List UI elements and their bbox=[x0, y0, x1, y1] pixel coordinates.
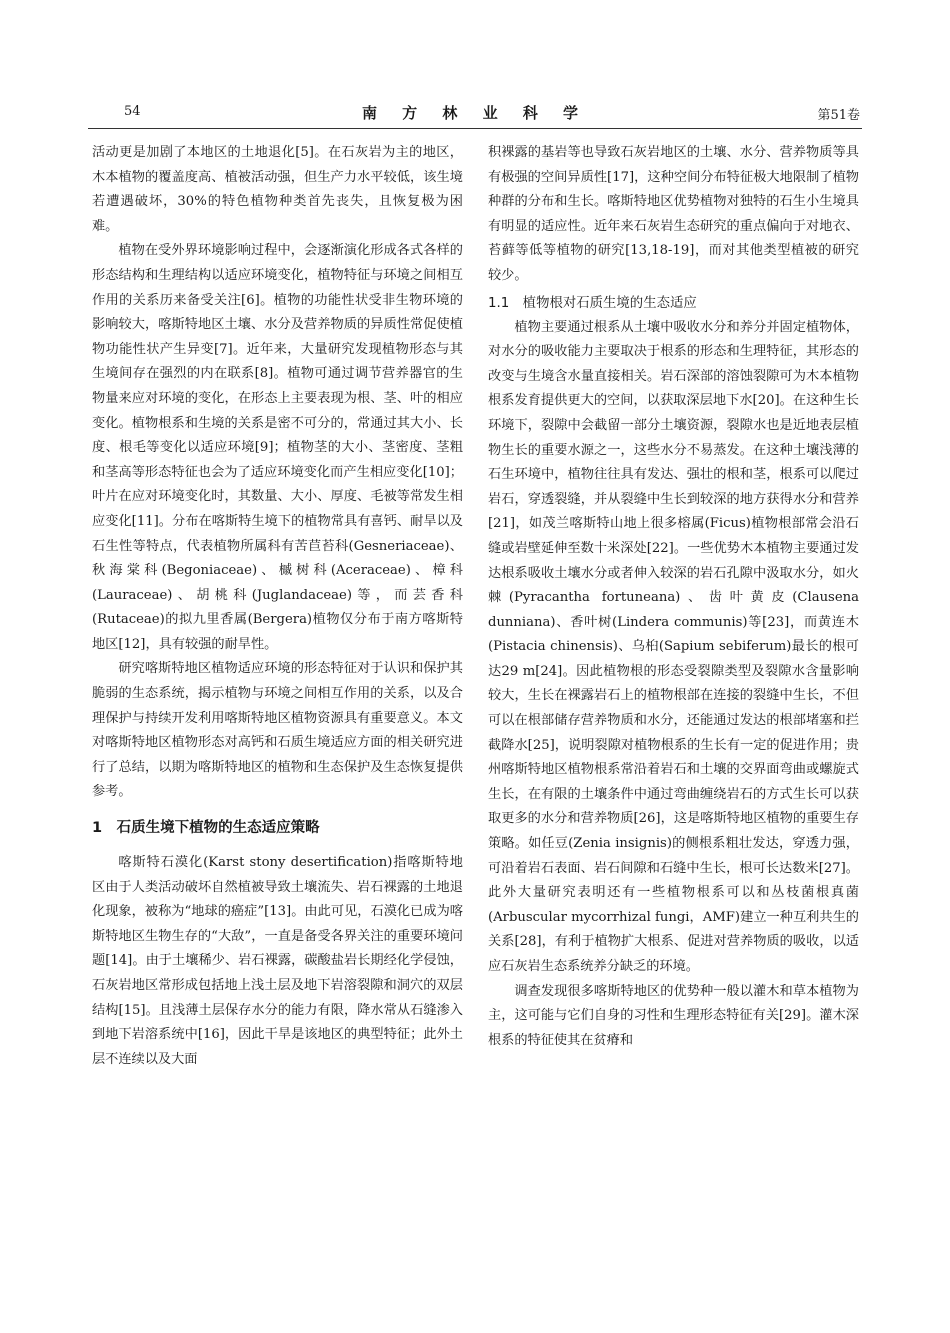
left-paragraph-3: 研究喀斯特地区植物适应环境的形态特征对于认识和保护其脆弱的生态系统，揭示植物与环境之间相互作用的关系，以及合理保护与持续开发利用喀斯特地区植物资源具有重要意义。本文对喀斯特地区植物形态对高钙和石质生境适应方面的相关研究进行了总结，以期为喀斯特地区的植物和生态保护及生态恢复提供参考。 bbox=[92, 661, 463, 800]
left-paragraph-1: 活动更是加剧了本地区的土地退化[5]。在石灰岩为主的地区，木本植物的覆盖度高、植被活动强，但生产力水平较低，该生境若遭遇破坏，30%的特色植物种类首先丧失，且恢复极为困难。 bbox=[92, 145, 463, 234]
subsection-heading: 1.1 植物根对石质生境的生态适应 bbox=[488, 295, 697, 311]
left-paragraph-2: 植物在受外界环境影响过程中，会逐渐演化形成各式各样的形态结构和生理结构以适应环境变化，植物特征与环境之间相互作用的关系历来备受关注[6]。植物的功能性状受非生物环境的影响较大，喀斯特地区土壤、水分及营养物质的异质性常促使植物功能性状产生异变[7]。近年来，大量研究发现植物形态与其生境间存在强烈的内在联系[8]。植物可通过调节营养器官的生物量来应对环境的变化，在形态上主要表现为根、茎、叶的相应变化。植物根系和生境的关系是密不可分的，常通过其大小、长度、根毛等变化以适应环境[9]；植物茎的大小、茎密度、茎粗和茎高等形态特征也会为了适应环境变化而产生相应变化[10]；叶片在应对环境变化时，其数量、大小、厚度、毛被等常发生相应变化[11]。分布在喀斯特生境下的植物常具有喜钙、耐旱以及石生性等特点，代表植物所属科有苦苣苔科(Gesneriaceae)、秋海棠科(Begoniaceae)、槭树科(Aceraceae)、樟科(Lauraceae)、胡桃科(Juglandaceae)等，而芸香科(Rutaceae)的拟九里香属(Bergera)植物仅分布于南方喀斯特地区[12]，具有较强的耐旱性。 bbox=[92, 243, 463, 652]
left-column bbox=[92, 141, 463, 1072]
section-heading: 1 石质生境下植物的生态适应策略 bbox=[92, 820, 320, 837]
journal-title: 南 方 林 业 科 学 bbox=[361, 104, 589, 122]
page-header bbox=[88, 98, 862, 129]
right-paragraph-1: 积裸露的基岩等也导致石灰岩地区的土壤、水分、营养物质等具有极强的空间异质性[17]，这种空间分布特征极大地限制了植物种群的分布和生长。喀斯特地区优势植物对独特的石生小生境具有明显的适应性。近年来石灰岩生态研究的重点偏向于对地衣、苔藓等低等植物的研究[13,18-19]，而对其他类型植被的研究较少。 bbox=[488, 145, 859, 283]
volume-label: 第51卷 bbox=[817, 108, 860, 123]
right-column bbox=[488, 141, 859, 1053]
right-paragraph-3: 调查发现很多喀斯特地区的优势种一般以灌木和草本植物为主，这可能与它们自身的习性和生理形态特征有关[29]。灌木深根系的特征使其在贫瘠和 bbox=[488, 983, 859, 1048]
page-number: 54 bbox=[124, 104, 141, 119]
left-paragraph-4: 喀斯特石漠化(Karst stony desertification)指喀斯特地区由于人类活动破坏自然植被导致土壤流失、岩石裸露的土地退化现象，被称为“地球的癌症”[13]。由此可见，石漠化已成为喀斯特地区生物生存的“大敌”，一直是备受各界关注的重要环境问题[14]。由于土壤稀少、岩石裸露，碳酸盐岩长期经化学侵蚀，石灰岩地区常形成包括地上浅土层及地下岩溶裂隙和洞穴的双层结构[15]。且浅薄土层保存水分的能力有限，降水常从石缝渗入到地下岩溶系统中[16]，因此干旱是该地区的典型特征；此外土层不连续以及大面 bbox=[92, 855, 463, 1067]
right-paragraph-2: 植物主要通过根系从土壤中吸收水分和养分并固定植物体，对水分的吸收能力主要取决于根系的形态和生理特征，其形态的改变与生境含水量直接相关。岩石深部的溶蚀裂隙可为木本植物根系发育提供更大的空间，以获取深层地下水[20]。在这种生长环境下，裂隙中会截留一部分土壤资源，裂隙水也是近地表层植物生长的重要水源之一，这些水分不易蒸发。在这种土壤浅薄的石生环境中，植物往往具有发达、强壮的根和茎，根系可以爬过岩石，穿透裂缝，并从裂缝中生长到较深的地方获得水分和营养[21]，如茂兰喀斯特山地上很多榕属(Ficus)植物根部常会沿石缝或岩壁延伸至数十米深处[22]。一些优势木本植物主要通过发达根系吸收土壤水分或者伸入较深的岩石孔隙中汲取水分，如火棘(Pyracantha fortuneana)、齿叶黄皮(Clausena dunniana)、香叶树(Lindera communis)等[23]，而黄连木(Pistacia chinensis)、乌桕(Sapium sebiferum)最长的根可达29 m[24]。因此植物根的形态受裂隙类型及裂隙水含量影响较大，生长在裸露岩石上的植物根部在连接的裂缝中生长，不但可以在根部储存营养物质和水分，还能通过发达的根部堵塞和拦截降水[25]，说明裂隙对植物根系的生长有一定的促进作用；贵州喀斯特地区植物根系常沿着岩石和土壤的交界面弯曲或螺旋式生长，在有限的土壤条件中通过弯曲缠绕岩石的方式生长可以获取更多的水分和营养物质[26]，这是喀斯特地区植物的重要生存策略。如任豆(Zenia insignis)的侧根系粗壮发达，穿透力强，可沿着岩石表面、岩石间隙和石缝中生长，根可长达数米[27]。此外大量研究表明还有一些植物根系可以和丛枝菌根真菌(Arbuscular mycorrhizal fungi，AMF)建立一种互利共生的关系[28]，有利于植物扩大根系、促进对营养物质的吸收，以适应石灰岩生态系统养分缺乏的环境。 bbox=[488, 319, 859, 974]
